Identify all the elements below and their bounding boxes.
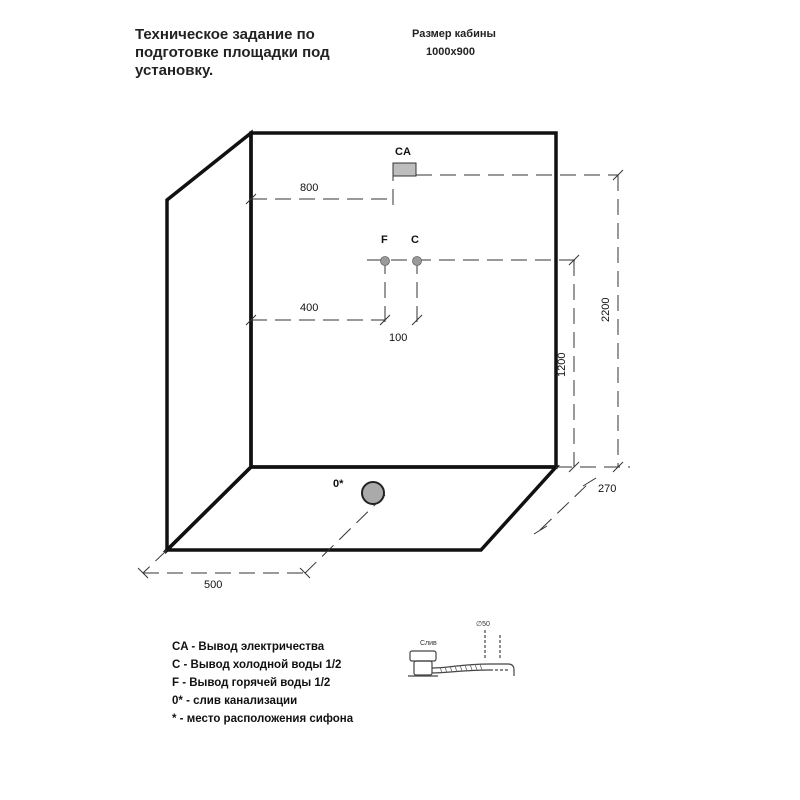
dim-800-label: 800: [300, 182, 319, 194]
drain-label: 0*: [333, 478, 344, 490]
legend-item-cold-water: C - Вывод холодной воды 1/2: [172, 659, 342, 671]
dim-1200-label: 1200: [556, 352, 568, 377]
cabin-outline: [167, 133, 556, 550]
siphon-diameter: ∅50: [476, 621, 490, 628]
tick-marks: [138, 170, 623, 578]
cabin-size-label: Размер кабины: [412, 28, 496, 40]
legend-item-drain: 0* - слив канализации: [172, 695, 298, 707]
f-label: F: [381, 234, 388, 246]
c-label: C: [411, 234, 419, 246]
dim-400-label: 400: [300, 302, 319, 314]
dim-500-label: 500: [204, 579, 223, 591]
dim-270-line: [540, 482, 590, 530]
siphon-illustration: [408, 621, 514, 676]
title-line-3: установку.: [135, 62, 214, 79]
side-wall-extension: [143, 550, 167, 573]
floor: [167, 467, 556, 550]
hot-water-point: [381, 257, 390, 266]
ca-box: [393, 163, 416, 176]
siphon-label: Слив: [420, 640, 437, 647]
drain-diagonal-guide: [300, 495, 385, 578]
water-points: [381, 257, 422, 266]
side-wall: [167, 133, 251, 550]
legend: [172, 638, 353, 728]
title-line-2: подготовке площадки под: [135, 44, 330, 61]
cold-water-point: [413, 257, 422, 266]
legend-item-ca: CA - Вывод электричества: [172, 641, 325, 653]
dim-270-label: 270: [598, 483, 617, 495]
ca-label: CA: [395, 146, 411, 158]
drain-circle: [362, 482, 384, 504]
legend-item-siphon: * - место расположения сифона: [172, 713, 354, 725]
dim-2200-label: 2200: [600, 297, 612, 322]
cabin-size-value: 1000x900: [426, 46, 475, 58]
title-line-1: Техническое задание по: [135, 26, 315, 43]
dim-100-label: 100: [389, 332, 408, 344]
back-wall: [251, 133, 556, 467]
legend-item-hot-water: F - Вывод горячей воды 1/2: [172, 677, 331, 689]
